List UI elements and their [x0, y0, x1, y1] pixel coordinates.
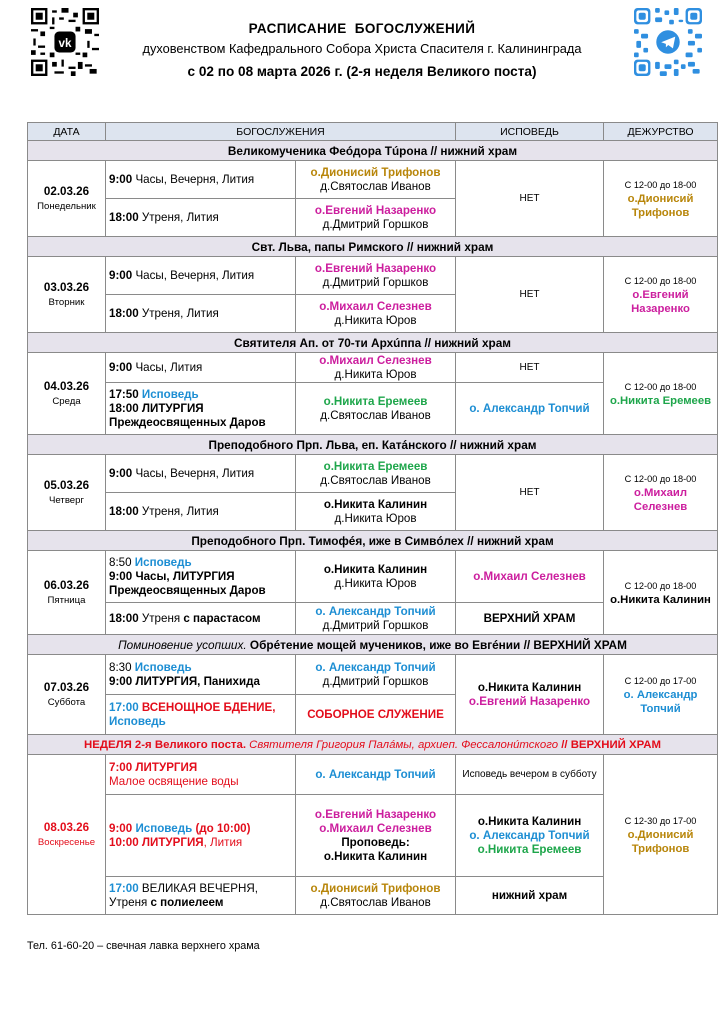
priest-name: о.Никита Еремеев	[323, 394, 428, 408]
duty-time: С 12-30 до 17-00	[624, 815, 697, 826]
deacon-name: д.Никита Юров	[334, 313, 417, 327]
priest-name: о.Никита Калинин	[323, 497, 428, 511]
service-text: Часы, Лития	[132, 360, 203, 374]
service-cell	[106, 695, 296, 735]
feast-title: Преподобного Прп. Тимофéя, иже в Симвóлех // нижний храм	[28, 531, 718, 551]
priest-name: о.Дионисий Трифонов	[310, 165, 441, 179]
priest-name: о.Михаил Селезнев	[319, 299, 432, 313]
feast-row	[28, 141, 718, 161]
table-row	[28, 257, 718, 295]
confession-cell: о. Александр Топчий	[456, 383, 604, 435]
clergy-cell	[296, 199, 456, 237]
feast-title: Преподобного Прп. Льва, еп. Катáнского // нижний храм	[28, 435, 718, 455]
schedule-period: с 02 по 08 марта 2026 г. (2-я неделя Великого поста)	[187, 64, 537, 79]
service-cell	[106, 493, 296, 531]
deacon-name: д.Святослав Иванов	[320, 408, 431, 422]
clergy-cell	[296, 877, 456, 915]
feast-note: Поминовение усопших.	[118, 637, 247, 652]
feast-location: // ВЕРХНИЙ ХРАМ	[558, 738, 661, 751]
duty-time: С 12-00 до 18-00	[624, 580, 697, 591]
clergy-cell	[296, 455, 456, 493]
feast-title: Великомученика Феóдора Тúрона // нижний храм	[28, 141, 718, 161]
weekday: Воскресенье	[37, 837, 96, 848]
service-time: 9:00	[109, 360, 133, 374]
duty-priest: о.Михаил Селезнев	[633, 486, 688, 513]
deacon-name: д.Никита Юров	[334, 511, 417, 525]
page-subtitle: духовенством Кафедрального Собора Христа Спасителя г. Калининграда	[142, 41, 582, 56]
clergy-cell	[296, 161, 456, 199]
deacon-name: д.Дмитрий Горшков	[322, 217, 429, 231]
qr-code-telegram-icon[interactable]	[634, 8, 702, 76]
service-text: 9:00 ЛИТУРГИЯ, Панихида	[109, 674, 260, 688]
service-text: ВСЕНОЩНОЕ БДЕНИЕ,	[138, 700, 276, 714]
priest-name: о.Никита Калинин	[323, 562, 428, 576]
service-cell	[106, 161, 296, 199]
priest-name: о.Никита Калинин	[323, 849, 428, 863]
date-cell	[28, 551, 106, 635]
duty-cell	[604, 755, 718, 915]
priest-name: о. Александр Топчий	[296, 755, 456, 795]
priest-name: о.Михаил Селезнев	[319, 821, 432, 835]
clergy-cell	[296, 795, 456, 877]
duty-cell	[604, 353, 718, 435]
duty-cell	[604, 655, 718, 735]
feast-name: НЕДЕЛЯ 2-я Великого поста.	[84, 738, 246, 751]
feast-row	[28, 435, 718, 455]
service-time: 8:30	[109, 660, 132, 674]
service-text: Малое освящение воды	[109, 774, 239, 788]
clergy-cell	[296, 295, 456, 333]
service-cell	[106, 755, 296, 795]
weekday: Четверг	[49, 495, 84, 506]
service-text: Часы,	[132, 569, 173, 583]
column-header-services: БОГОСЛУЖЕНИЯ	[106, 123, 456, 141]
service-time: 17:00	[109, 881, 139, 895]
confession-label: Исповедь	[131, 555, 192, 569]
priest-name: о.Дионисий Трифонов	[310, 881, 441, 895]
service-cell	[106, 603, 296, 635]
duty-cell	[604, 455, 718, 531]
column-header-duty: ДЕЖУРСТВО	[604, 123, 718, 141]
service-time: 9:00	[109, 466, 133, 480]
duty-time: С 12-00 до 18-00	[624, 179, 697, 190]
duty-priest: о.Дионисий Трифонов	[627, 828, 694, 855]
service-text: (до 10:00)	[192, 821, 251, 835]
duty-cell	[604, 257, 718, 333]
service-cell	[106, 199, 296, 237]
duty-priest: о.Никита Калинин	[610, 593, 711, 606]
clergy-cell: СОБОРНОЕ СЛУЖЕНИЕ	[296, 695, 456, 735]
confession-priest: о. Александр Топчий	[469, 828, 590, 842]
feast-title: Святителя Ап. от 70-ти Архúппа // нижний храм	[28, 333, 718, 353]
priest-name: о.Евгений Назаренко	[314, 261, 437, 275]
table-row	[28, 655, 718, 695]
feast-row	[28, 735, 718, 755]
deacon-name: д.Никита Юров	[334, 367, 417, 381]
service-text: с полиелеем	[150, 895, 224, 909]
weekday: Понедельник	[37, 201, 96, 212]
table-row	[28, 161, 718, 199]
page-title: РАСПИСАНИЕ БОГОСЛУЖЕНИЙ	[248, 21, 476, 36]
duty-priest: о.Евгений Назаренко	[631, 288, 690, 315]
confession-priest: о.Никита Еремеев	[477, 842, 582, 856]
duty-priest: о. Александр Топчий	[623, 688, 698, 715]
confession-priest: о.Никита Калинин	[477, 814, 582, 828]
table-row	[28, 353, 718, 383]
date-cell	[28, 161, 106, 237]
clergy-cell	[296, 655, 456, 695]
service-time: 8:50	[109, 555, 132, 569]
service-time: 18:00	[109, 210, 139, 224]
service-text: Утреня	[109, 895, 151, 909]
deacon-name: д.Дмитрий Горшков	[322, 618, 429, 632]
feast-row	[28, 237, 718, 257]
date-value: 05.03.26	[43, 479, 90, 492]
duty-priest: о.Дионисий Трифонов	[627, 192, 694, 219]
clergy-cell	[296, 383, 456, 435]
feast-title: Свт. Льва, папы Римского // нижний храм	[28, 237, 718, 257]
confession-cell: о.Михаил Селезнев	[456, 551, 604, 603]
clergy-cell	[296, 493, 456, 531]
feast-row	[28, 635, 718, 655]
confession-cell: Исповедь вечером в субботу	[456, 755, 604, 795]
service-cell	[106, 551, 296, 603]
date-value: 08.03.26	[43, 821, 90, 834]
duty-time: С 12-00 до 18-00	[624, 473, 697, 484]
table-row	[28, 455, 718, 493]
deacon-name: д.Дмитрий Горшков	[322, 275, 429, 289]
priest-name: о.Михаил Селезнев	[319, 353, 432, 367]
confession-label: Исповедь	[131, 660, 192, 674]
service-text: с парастасом	[183, 611, 261, 625]
qr-code-vk-icon[interactable]	[31, 8, 99, 76]
weekday: Среда	[52, 396, 81, 407]
date-value: 03.03.26	[43, 281, 90, 294]
duty-time: С 12-00 до 17-00	[624, 675, 697, 686]
date-cell	[28, 353, 106, 435]
schedule-table	[27, 122, 718, 915]
table-row	[28, 551, 718, 603]
feast-row	[28, 333, 718, 353]
priest-name: о. Александр Топчий	[315, 604, 436, 618]
service-text: 7:00 ЛИТУРГИЯ	[109, 760, 198, 774]
service-time: 17:50	[109, 387, 139, 401]
service-cell	[106, 795, 296, 877]
confession-label: Исповедь	[132, 821, 193, 835]
duty-cell	[604, 161, 718, 237]
confession-cell: НЕТ	[456, 161, 604, 237]
service-time: 18:00	[109, 306, 139, 320]
priest-name: о.Евгений Назаренко	[314, 807, 437, 821]
priest-name: о. Александр Топчий	[315, 660, 436, 674]
duty-priest: о.Никита Еремеев	[609, 394, 712, 407]
deacon-name: д.Никита Юров	[334, 576, 417, 590]
service-time: 9:00	[109, 172, 133, 186]
priest-name: о.Евгений Назаренко	[314, 203, 437, 217]
service-cell	[106, 353, 296, 383]
feast-row	[28, 531, 718, 551]
deacon-name: д.Святослав Иванов	[320, 895, 431, 909]
svg-text:vk: vk	[58, 36, 72, 50]
deacon-name: д.Святослав Иванов	[320, 473, 431, 487]
deacon-name: д.Святослав Иванов	[320, 179, 431, 193]
clergy-cell	[296, 353, 456, 383]
confession-cell: НЕТ	[456, 353, 604, 383]
feast-title	[28, 635, 718, 655]
priest-name: о.Никита Еремеев	[323, 459, 428, 473]
confession-cell: НЕТ	[456, 257, 604, 333]
service-text: Часы, Вечерня, Лития	[132, 268, 255, 282]
column-header-date: ДАТА	[28, 123, 106, 141]
service-time: 18:00	[109, 504, 139, 518]
confession-cell	[456, 795, 604, 877]
date-cell	[28, 455, 106, 531]
service-text: Утреня, Лития	[138, 504, 219, 518]
service-text: Утреня, Лития	[138, 210, 219, 224]
confession-label: Исповедь	[109, 714, 166, 728]
date-value: 07.03.26	[43, 681, 90, 694]
footer-phone: Тел. 61-60-20 – свечная лавка верхнего храма	[27, 940, 260, 952]
service-cell	[106, 383, 296, 435]
service-text: Преждеосвященных Даров	[109, 583, 266, 597]
feast-title	[28, 735, 718, 755]
service-time: 18:00	[109, 611, 139, 625]
clergy-cell	[296, 257, 456, 295]
service-text: Часы, Вечерня, Лития	[132, 466, 255, 480]
weekday: Пятница	[47, 595, 86, 606]
service-text: 18:00 ЛИТУРГИЯ	[109, 401, 204, 415]
service-cell	[106, 877, 296, 915]
service-text: Утреня, Лития	[138, 306, 219, 320]
feast-name: Обрéтение мощей мучеников, иже во Евгéнии // ВЕРХНИЙ ХРАМ	[246, 637, 627, 652]
service-text: ВЕЛИКАЯ ВЕЧЕРНЯ,	[138, 881, 258, 895]
table-row	[28, 755, 718, 795]
confession-label: Исповедь	[138, 387, 199, 401]
service-cell	[106, 257, 296, 295]
service-time: 9:00	[109, 821, 133, 835]
confession-cell: нижний храм	[456, 877, 604, 915]
feast-note: Святителя Григория Палáмы, архиеп. Фессалонúтского	[246, 738, 559, 751]
date-value: 06.03.26	[43, 579, 90, 592]
weekday: Суббота	[47, 697, 86, 708]
duty-time: С 12-00 до 18-00	[624, 381, 697, 392]
deacon-name: д.Дмитрий Горшков	[322, 674, 429, 688]
confession-cell	[456, 655, 604, 735]
date-value: 04.03.26	[43, 380, 90, 393]
service-text: ЛИТУРГИЯ	[172, 569, 235, 583]
service-text: 10:00 ЛИТУРГИЯ	[109, 835, 204, 849]
service-time: 9:00	[109, 569, 133, 583]
service-cell	[106, 455, 296, 493]
date-cell	[28, 655, 106, 735]
weekday: Вторник	[48, 297, 85, 308]
confession-priest: о.Никита Калинин	[477, 680, 582, 694]
duty-time: С 12-00 до 18-00	[624, 275, 697, 286]
confession-priest: о.Евгений Назаренко	[468, 694, 591, 708]
sermon-label: Проповедь:	[341, 835, 410, 849]
service-cell	[106, 655, 296, 695]
service-cell	[106, 295, 296, 333]
clergy-cell	[296, 551, 456, 603]
confession-cell: НЕТ	[456, 455, 604, 531]
service-time: 17:00	[109, 700, 139, 714]
service-text: Утреня	[138, 611, 184, 625]
date-cell	[28, 755, 106, 915]
duty-cell	[604, 551, 718, 635]
service-time: 9:00	[109, 268, 133, 282]
service-text: Часы, Вечерня, Лития	[132, 172, 255, 186]
service-text: , Лития	[203, 835, 243, 849]
column-header-confession: ИСПОВЕДЬ	[456, 123, 604, 141]
date-cell	[28, 257, 106, 333]
date-value: 02.03.26	[43, 185, 90, 198]
clergy-cell	[296, 603, 456, 635]
table-header-row	[28, 123, 718, 141]
service-text: Преждеосвященных Даров	[109, 415, 266, 429]
confession-cell: ВЕРХНИЙ ХРАМ	[456, 603, 604, 635]
